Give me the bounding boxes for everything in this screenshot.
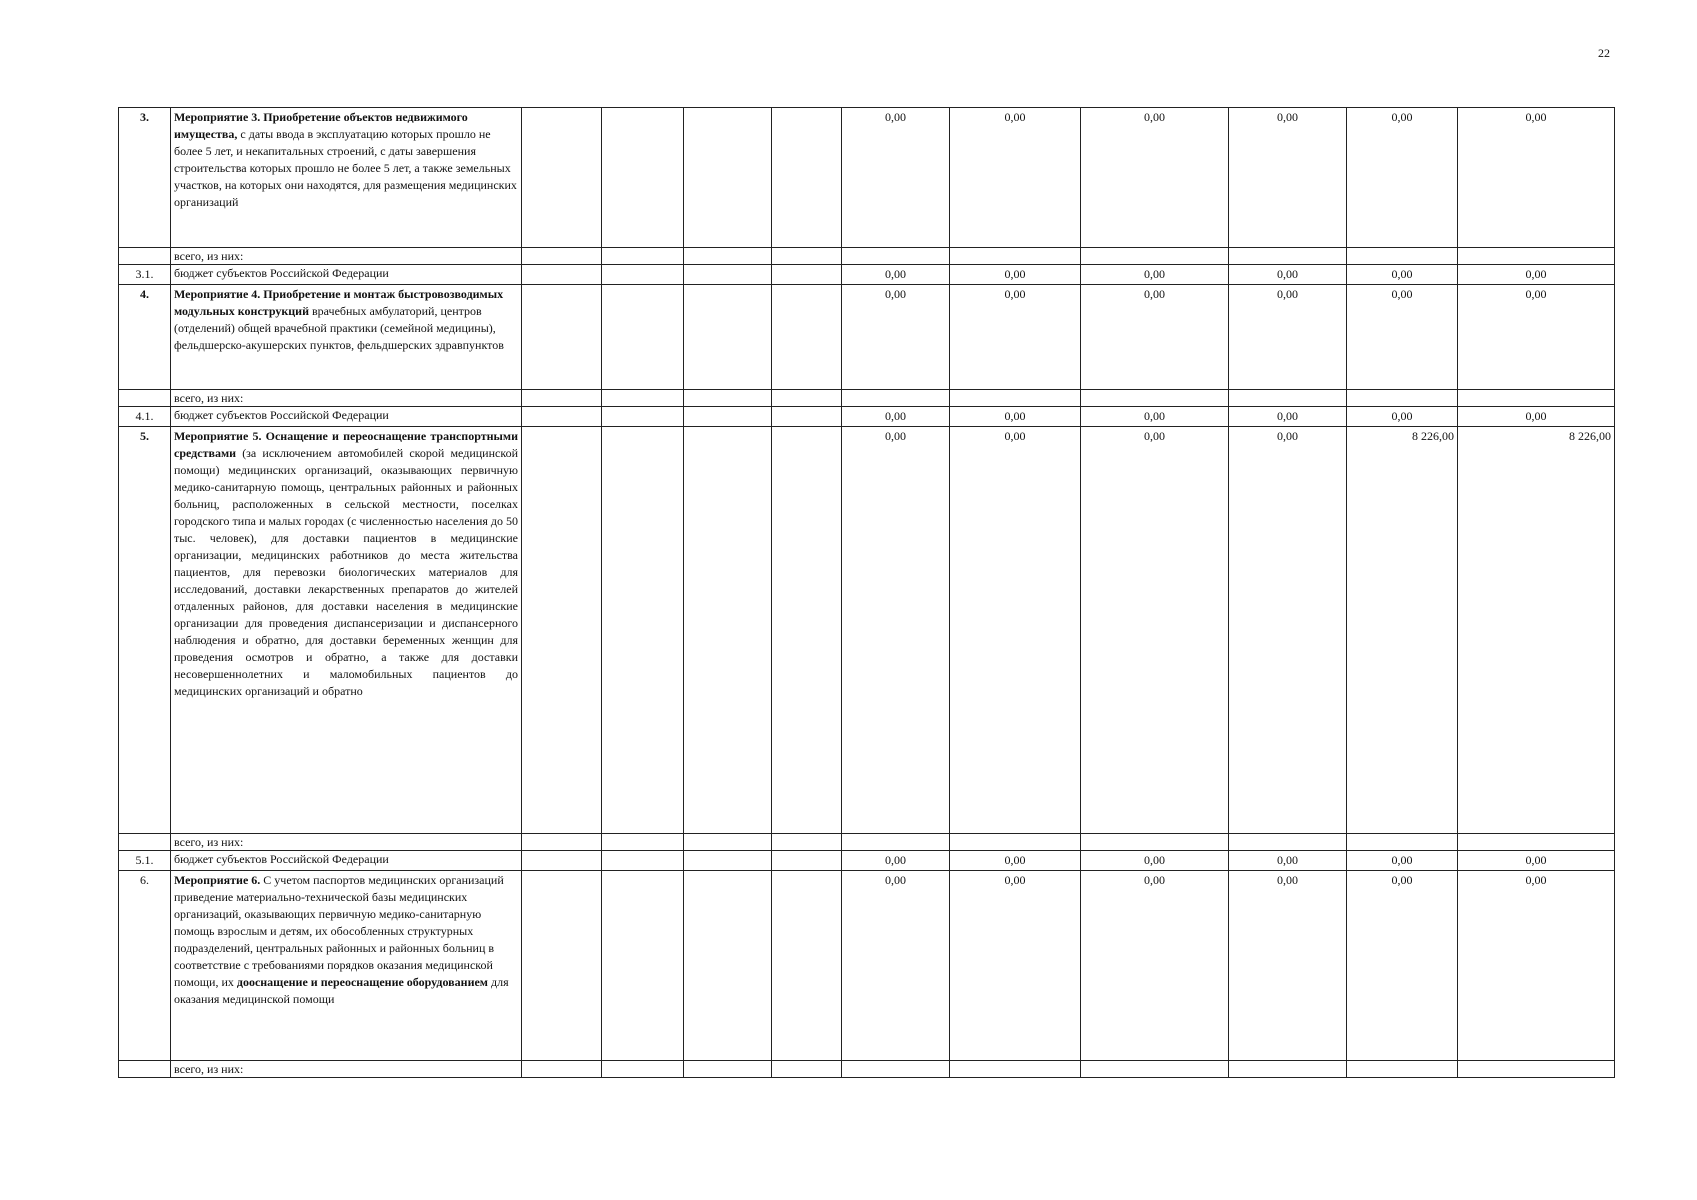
value-cell: 0,00	[1229, 427, 1347, 834]
row-number: 4.	[119, 285, 171, 390]
table-row-total	[119, 248, 1615, 265]
value-cell: 0,00	[1229, 285, 1347, 390]
total-label: всего, из них:	[171, 834, 522, 851]
value-cell: 8 226,00	[1347, 427, 1458, 834]
table-row-budget	[119, 265, 1615, 285]
value-cell: 0,00	[842, 108, 950, 248]
value-cell: 0,00	[1081, 427, 1229, 834]
value-cell: 8 226,00	[1458, 427, 1615, 834]
empty-cell	[602, 108, 684, 248]
empty-cell	[684, 108, 772, 248]
value-cell: 0,00	[1081, 851, 1229, 871]
value-cell: 0,00	[842, 407, 950, 427]
value-cell: 0,00	[1347, 265, 1458, 285]
value-cell: 0,00	[1347, 851, 1458, 871]
value-cell: 0,00	[1229, 108, 1347, 248]
measure-description	[171, 108, 522, 248]
table-row-total	[119, 834, 1615, 851]
table-row-measure-6	[119, 871, 1615, 1061]
budget-label: бюджет субъектов Российской Федерации	[171, 265, 522, 285]
total-label: всего, из них:	[171, 390, 522, 407]
row-number: 5.	[119, 427, 171, 834]
measure-description	[171, 871, 522, 1061]
table-row-budget	[119, 851, 1615, 871]
value-cell: 0,00	[950, 285, 1081, 390]
row-number: 3.1.	[119, 265, 171, 285]
value-cell: 0,00	[1458, 407, 1615, 427]
value-cell: 0,00	[1081, 285, 1229, 390]
measure-title: Мероприятие 3. Приобретение объектов недвижимого имущества,	[174, 110, 468, 141]
value-cell: 0,00	[950, 871, 1081, 1061]
measure-text-end: для оказания медицинской помощи	[174, 975, 509, 1006]
measure-title: Мероприятие 5. Оснащение и переоснащение транспортными средствами	[174, 429, 518, 460]
total-label: всего, из них:	[171, 248, 522, 265]
measure-description	[171, 427, 522, 834]
table-row-measure-4	[119, 285, 1615, 390]
value-cell: 0,00	[950, 407, 1081, 427]
measure-description	[171, 285, 522, 390]
value-cell: 0,00	[1229, 871, 1347, 1061]
value-cell: 0,00	[1458, 108, 1615, 248]
value-cell: 0,00	[1229, 265, 1347, 285]
value-cell: 0,00	[842, 851, 950, 871]
empty-cell	[119, 248, 171, 265]
value-cell: 0,00	[950, 427, 1081, 834]
value-cell: 0,00	[1347, 407, 1458, 427]
table-row-measure-5	[119, 427, 1615, 834]
value-cell: 0,00	[1458, 851, 1615, 871]
value-cell: 0,00	[1458, 265, 1615, 285]
measure-text: врачебных амбулаторий, центров (отделений) общей врачебной практики (семейной медицины), фельдшерско-акушерских пунктов, фельдшерских здравпунктов	[174, 304, 504, 352]
value-cell: 0,00	[1347, 871, 1458, 1061]
empty-cell	[772, 108, 842, 248]
value-cell: 0,00	[1081, 265, 1229, 285]
value-cell: 0,00	[950, 851, 1081, 871]
measure-title: Мероприятие 4. Приобретение и монтаж быстровозводимых модульных конструкций	[174, 287, 504, 318]
financing-table	[118, 107, 1615, 1078]
row-number: 6.	[119, 871, 171, 1061]
table-row-total	[119, 390, 1615, 407]
total-label: всего, из них:	[171, 1061, 522, 1078]
empty-cell	[522, 108, 602, 248]
value-cell: 0,00	[950, 108, 1081, 248]
value-cell: 0,00	[842, 285, 950, 390]
value-cell: 0,00	[1081, 871, 1229, 1061]
value-cell: 0,00	[1081, 108, 1229, 248]
value-cell: 0,00	[1458, 871, 1615, 1061]
value-cell: 0,00	[1347, 285, 1458, 390]
value-cell: 0,00	[842, 871, 950, 1061]
value-cell: 0,00	[1081, 407, 1229, 427]
value-cell: 0,00	[842, 427, 950, 834]
value-cell: 0,00	[1229, 851, 1347, 871]
value-cell: 0,00	[1229, 407, 1347, 427]
page-number: 22	[1598, 46, 1610, 60]
measure-text: (за исключением автомобилей скорой медицинской помощи) медицинских организаций, оказывающих первичную медико-санитарную помощь, центральных районных и районных больниц, расположенных в сельской местности, поселках городского типа и малых городах (с численностью населения до 50 тыс. человек), для доставки пациентов в медицинские организации, медицинских работников до места жительства пациентов, для перевозки биологических материалов для исследований, доставки лекарственных препаратов до жителей отдаленных районов, для доставки населения в медицинские организации для проведения диспансеризации и диспансерного наблюдения и обратно, для доставки беременных женщин для проведения осмотров и обратно, а также для доставки несовершеннолетних и маломобильных пациентов до медицинских организаций и обратно	[174, 446, 518, 698]
table-row-measure-3	[119, 108, 1615, 248]
measure-text: с даты ввода в эксплуатацию которых прошло не более 5 лет, и некапитальных строений, с даты завершения строительства которых прошло не более 5 лет, а также земельных участков, на которых они находятся, для размещения медицинских организаций	[174, 127, 517, 209]
value-cell: 0,00	[1458, 285, 1615, 390]
table-row-budget	[119, 407, 1615, 427]
budget-label: бюджет субъектов Российской Федерации	[171, 407, 522, 427]
measure-text: С учетом паспортов медицинских организаций приведение материально-технической базы медицинских организаций, оказывающих первичную медико-санитарную помощь взрослым и детям, их обособленных структурных подразделений, центральных районных и районных больниц в соответствие с требованиями порядков оказания медицинской помощи, их	[174, 873, 504, 989]
value-cell: 0,00	[950, 265, 1081, 285]
value-cell: 0,00	[1347, 108, 1458, 248]
row-number: 5.1.	[119, 851, 171, 871]
measure-title: Мероприятие 6.	[174, 873, 261, 887]
table-row-total	[119, 1061, 1615, 1078]
row-number: 4.1.	[119, 407, 171, 427]
budget-label: бюджет субъектов Российской Федерации	[171, 851, 522, 871]
measure-highlight: дооснащение и переоснащение оборудованием	[236, 975, 488, 989]
row-number: 3.	[119, 108, 171, 248]
value-cell: 0,00	[842, 265, 950, 285]
